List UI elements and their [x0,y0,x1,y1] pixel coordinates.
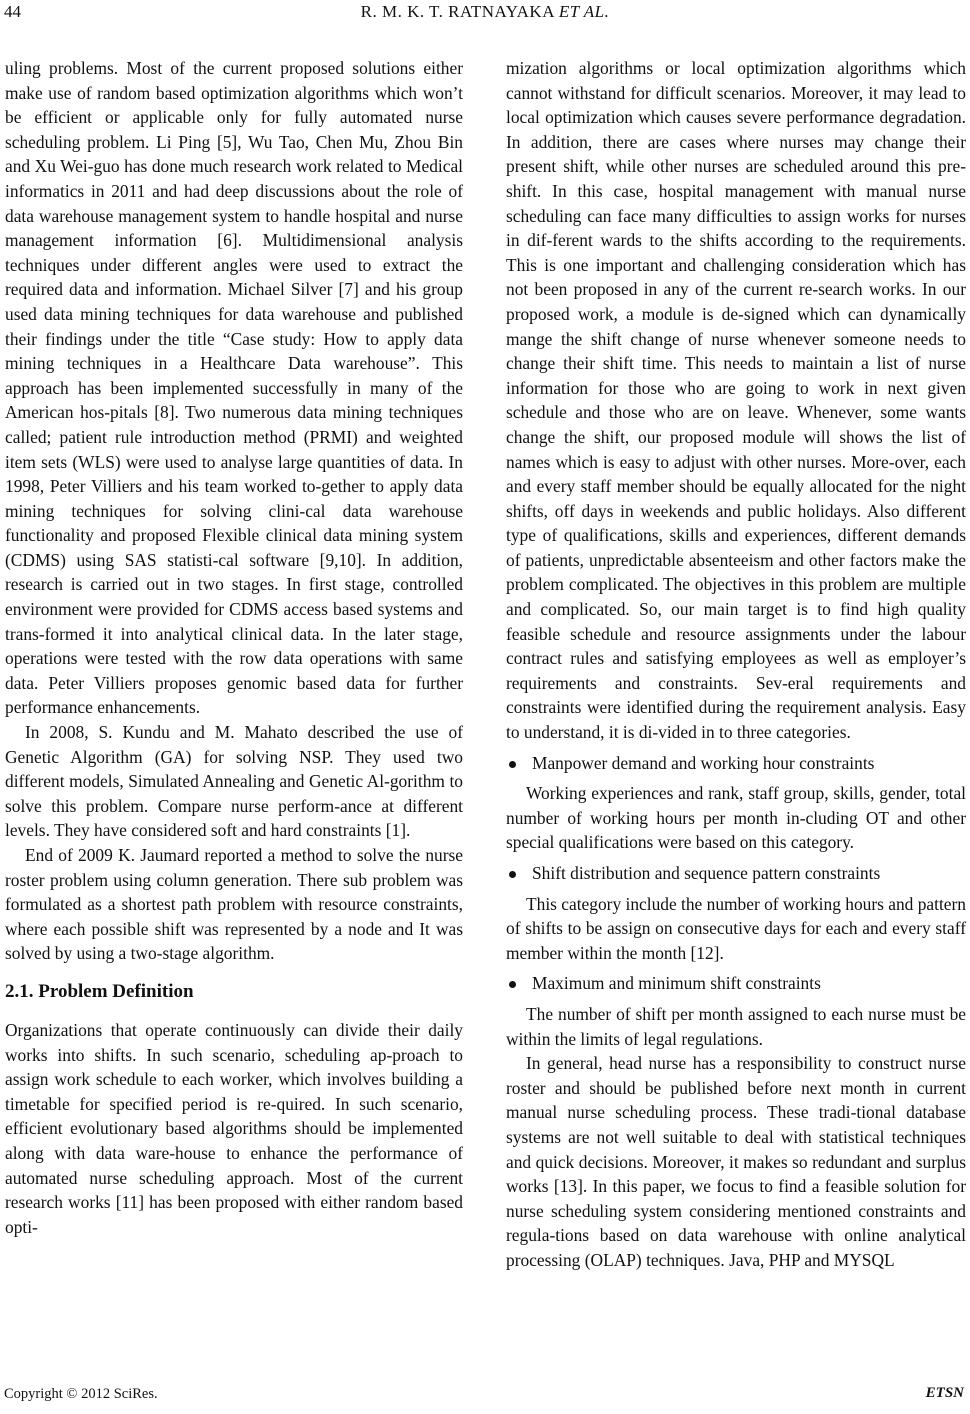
journal-name: ETSN [925,1385,964,1401]
bullet-item-3 [506,971,966,996]
page-footer [0,1382,970,1412]
left-paragraph-4: Organizations that operate continuously can divide their daily works into shifts. In such scenario, scheduling ap-proach to assign work schedule to each worker, which involves building a timetable for specified period is re-quired. In such scenario, efficient evolutionary based algorithms should be implemented along with data ware-house to enhance the performance of automated nurse scheduling approach. Most of the current research works [11] has been proposed with either random based opti- [5,1019,463,1237]
bullet-text-2: Shift distribution and sequence pattern constraints [532,863,881,883]
running-etal: ET AL. [558,2,610,21]
running-author: R. M. K. T. RATNAYAKA [360,2,555,21]
bullet-text-3: Maximum and minimum shift constraints [532,973,821,994]
left-column [5,56,463,1239]
right-paragraph-4: The number of shift per month assigned to each nurse must be within the limits of legal regulations. [506,1003,966,1049]
bullet-dot-icon [509,981,516,988]
right-paragraph-5: In general, head nurse has a responsibility to construct nurse roster and should be published before next month in current manual nurse scheduling process. These tradi-tional database systems are not well suitable to deal with statistical techniques and quick decisions. Moreover, it makes so redundant and surplus works [13]. In this paper, we focus to find a feasible solution for nurse scheduling system considering mentioned constraints and regula-tions based on data warehouse with online analytical processing (OLAP) techniques. Java, PHP and MYSQL [506,1053,966,1270]
right-paragraph-3: This category include the number of working hours and pattern of shifts to be assign on consecutive days for each and every staff member within the month [12]. [506,893,966,963]
left-paragraph-1: uling problems. Most of the current proposed solutions either make use of random based optimization algorithms which won’t be efficient or applicable only for fully automated nurse scheduling problem. Li Ping [5], Wu Tao, Chen Mu, Zhou Bin and Xu Wei-guo has done much research work related to Medical informatics in 2011 and had deep discussions about the role of data warehouse management system to handle hospital and nurse management information [6]. Multidimensional analysis techniques under different angles were used to extract the required data and information. Michael Silver [7] and his group used data mining techniques for data warehouse and published their findings under the title “Case study: How to apply data mining techniques in a Healthcare Data warehouse”. This approach has been implemented successfully in many of the American hos-pitals [8]. Two numerous data mining techniques called; patient rule introduction method (PRMI) and weighted item sets (WLS) were used to analyse large quantities of data. In 1998, Peter Villiers and his team worked to-gether to apply data mining techniques for solving clini-cal data warehouse functionality and proposed Flexible clinical data mining system (CDMS) using SAS statisti-cal software [9,10]. In addition, research is carried out in two stages. In first stage, controlled environment were provided for CDMS access based systems and trans-formed it into analytical clinical data. In the later stage, operations were tested with the row data operations with same data. Peter Villiers proposes genomic based data for further performance enhancements. [5,58,463,718]
page-number: 44 [4,2,21,21]
right-paragraph-1: mization algorithms or local optimization algorithms which cannot withstand for difficult scenarios. Moreover, it may lead to local optimization which causes severe performance degradation. In addition, there are cases where nurses may change their present shift, while other nurses are scheduled around this pre-shift. In this case, hospital management with manual nurse scheduling can face many difficulties to assign works for nurses in dif-ferent wards to the shifts according to the requirements. This is one important and challenging consideration which has not been proposed in any of the current re-search works. In our proposed work, a module is de-signed which can dynamically mange the shift change of nurse whenever someone needs to change their shift time. This needs to maintain a list of nurse information for those who are going to work in next given schedule and those who are on leave. Whenever, some wants change the shift, our proposed module will shows the list of names which is easy to adjust with other nurses. More-over, each and every staff member should be equally allocated for the night shifts, off days in weekends and public holidays. Also different type of qualifications, skills and experiences, different demands of patients, unpredictable absenteeism and other factors make the problem complicated. The objectives in this problem are multiple and complicated. So, our main target is to find high quality feasible schedule and resource assignments under the labour contract rules and satisfying employees as well as employer’s requirements and constraints. Sev-eral requirements and constraints were identified during the requirement analysis. Easy to understand, it is di-vided in to three categories. [506,58,966,743]
bullet-item-2 [506,861,966,886]
running-header [0,2,970,22]
copyright-notice: Copyright © 2012 SciRes. [4,1386,158,1402]
right-paragraph-2: Working experiences and rank, staff group, skills, gender, total number of working hours per month in-cluding OT and other special qualifications were based on this category. [506,783,966,853]
bullet-dot-icon [509,761,516,768]
left-paragraph-2: In 2008, S. Kundu and M. Mahato described the use of Genetic Algorithm (GA) for solving NSP. They used two different models, Simulated Annealing and Genetic Al-gorithm to solve this problem. Compare nurse perform-ance at different levels. They have considered soft and hard constraints [1]. [5,722,463,841]
section-heading: 2.1. Problem Definition [5,980,194,1002]
bullet-item-1 [506,751,966,776]
page-header [0,0,970,34]
right-column [506,56,966,1273]
bullet-dot-icon [509,871,516,878]
bullet-text-1: Manpower demand and working hour constraints [532,752,875,773]
left-paragraph-3: End of 2009 K. Jaumard reported a method to solve the nurse roster problem using column generation. There sub problem was formulated as a shortest path problem with resource constraints, where each possible shift was represented by a node and It was solved by using a two-stage algorithm. [5,845,463,964]
